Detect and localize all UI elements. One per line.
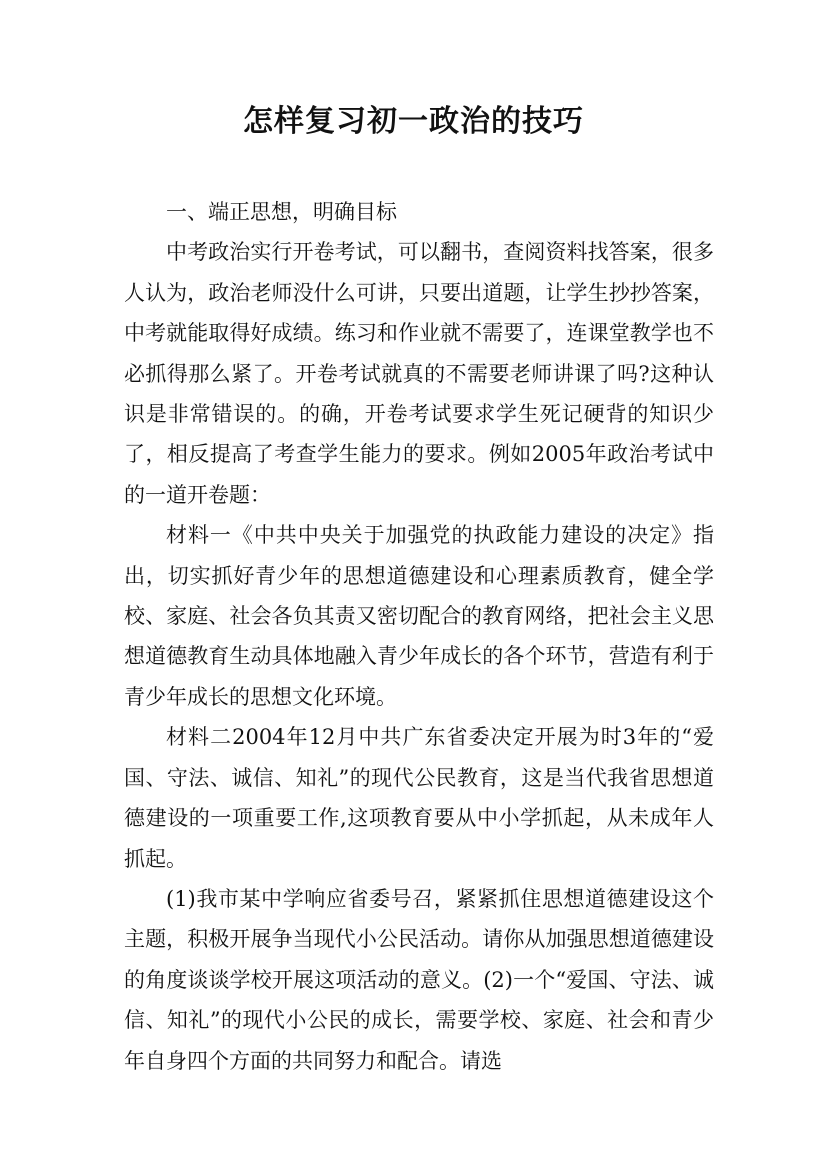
section-heading: 一、端正思想，明确目标 xyxy=(166,200,397,224)
document-body xyxy=(124,192,714,1081)
document-title: 怎样复习初一政治的技巧 xyxy=(243,104,584,139)
paragraph-questions: (1)我市某中学响应省委号召，紧紧抓住思想道德建设这个主题，积极开展争当现代小公民活动。请你从加强思想道德建设的角度谈谈学校开展这项活动的意义。(2)一个“爱国、守法、诚信、知礼”的现代小公民的成长，需要学校、家庭、社会和青少年自身四个方面的共同努力和配合。请选 xyxy=(124,886,714,1073)
paragraph-material-one: 材料一《中共中央关于加强党的执政能力建设的决定》指出，切实抓好青少年的思想道德建设和心理素质教育，健全学校、家庭、社会各负其责又密切配合的教育网络，把社会主义思想道德教育生动具体地融入青少年成长的各个环节，营造有利于青少年成长的思想文化环境。 xyxy=(124,523,714,709)
paragraph-intro: 中考政治实行开卷考试，可以翻书，查阅资料找答案，很多人认为，政治老师没什么可讲，只要出道题，让学生抄抄答案，中考就能取得好成绩。练习和作业就不需要了，连课堂教学也不必抓得那么紧了。开卷考试就真的不需要老师讲课了吗?这种认识是非常错误的。的确，开卷考试要求学生死记硬背的知识少了，相反提高了考查学生能力的要求。例如2005年政治考试中的一道开卷题： xyxy=(124,240,714,507)
paragraph-material-two: 材料二2004年12月中共广东省委决定开展为时3年的“爱国、守法、诚信、知礼”的现代公民教育，这是当代我省思想道德建设的一项重要工作,这项教育要从中小学抓起，从未成年人抓起。 xyxy=(124,725,714,871)
